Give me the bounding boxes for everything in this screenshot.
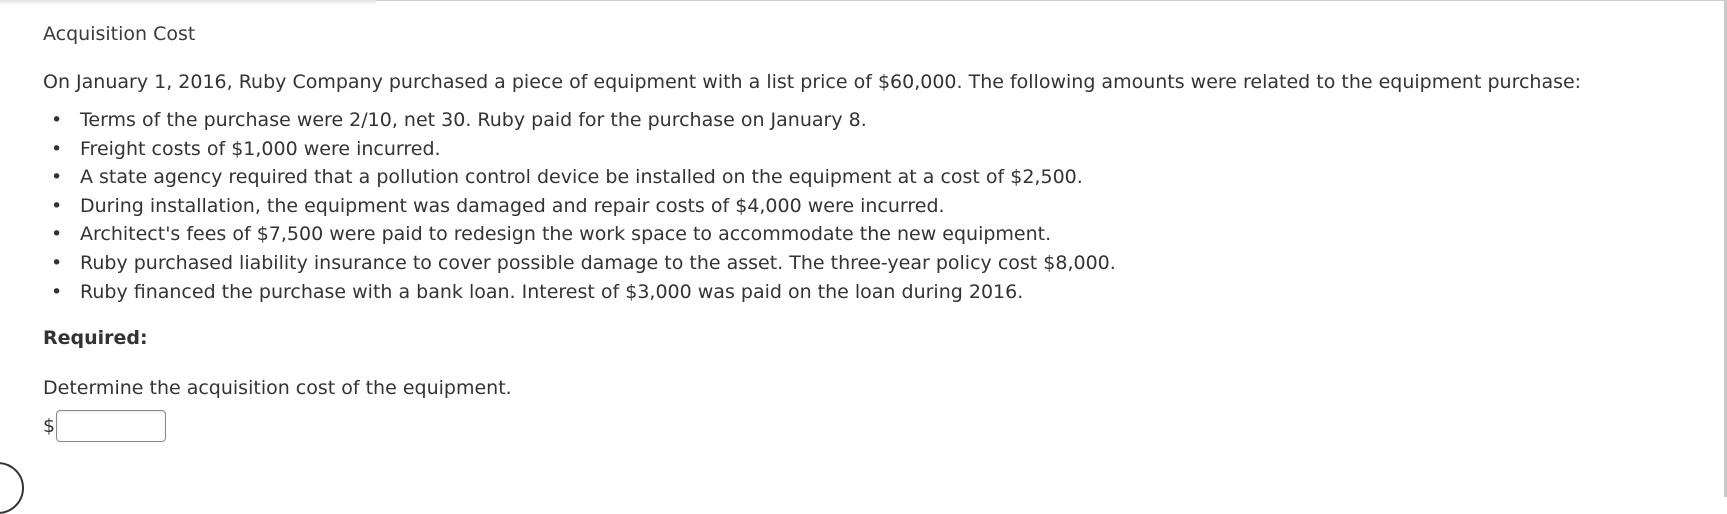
question-intro: On January 1, 2016, Ruby Company purchased a piece of equipment with a list price of $60,000. The following amounts were related to the equipment purchase: bbox=[43, 71, 1582, 93]
fact-text: Ruby financed the purchase with a bank loan. Interest of $3,000 was paid on the loan during 2016. bbox=[80, 280, 1024, 303]
bullet-icon: • bbox=[51, 194, 63, 217]
question-title: Acquisition Cost bbox=[43, 23, 196, 45]
bullet-icon: • bbox=[51, 137, 63, 160]
facts-list bbox=[43, 106, 1683, 306]
fact-text: Architect's fees of $7,500 were paid to redesign the work space to accommodate the new equipment. bbox=[80, 223, 1052, 246]
list-item bbox=[43, 163, 1683, 192]
list-item bbox=[43, 249, 1683, 278]
list-item bbox=[43, 135, 1683, 164]
currency-symbol: $ bbox=[43, 415, 56, 438]
acquisition-cost-input[interactable] bbox=[56, 410, 166, 442]
list-item bbox=[43, 192, 1683, 221]
bullet-icon: • bbox=[51, 251, 63, 274]
fact-text: Freight costs of $1,000 were incurred. bbox=[80, 137, 441, 160]
circle-outline-icon[interactable] bbox=[0, 462, 24, 514]
bullet-icon: • bbox=[51, 166, 63, 189]
required-heading: Required: bbox=[43, 327, 148, 350]
top-tab-edge bbox=[0, 0, 376, 2]
bullet-icon: • bbox=[51, 109, 63, 131]
question-panel bbox=[43, 20, 1683, 444]
instruction-text: Determine the acquisition cost of the equipment. bbox=[43, 377, 512, 400]
fact-text: During installation, the equipment was damaged and repair costs of $4,000 were incurred. bbox=[80, 194, 945, 217]
list-item bbox=[43, 220, 1683, 249]
fact-text: A state agency required that a pollution control device be installed on the equipment at a cost of $2,500. bbox=[80, 166, 1083, 189]
list-item bbox=[43, 278, 1683, 307]
answer-row bbox=[43, 408, 1683, 444]
fact-text: Ruby purchased liability insurance to cover possible damage to the asset. The three-year policy cost $8,000. bbox=[80, 251, 1116, 274]
fact-text: Terms of the purchase were 2/10, net 30. Ruby paid for the purchase on January 8. bbox=[80, 109, 867, 131]
list-item bbox=[43, 106, 1683, 135]
bullet-icon: • bbox=[51, 223, 63, 246]
bullet-icon: • bbox=[51, 280, 63, 303]
